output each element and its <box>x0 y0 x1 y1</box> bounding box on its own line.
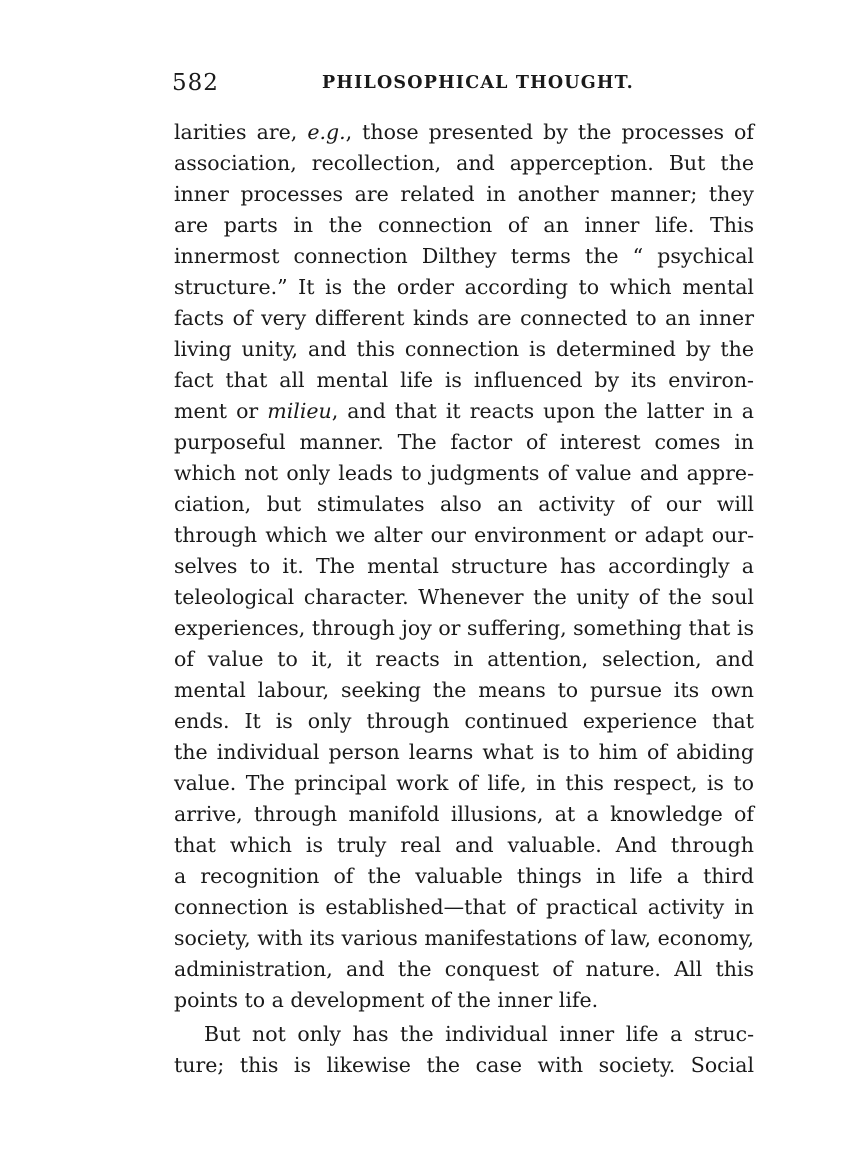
text-line: a recognition of the valuable things in life a third <box>174 864 754 888</box>
text-line: are parts in the connection of an inner life. This <box>174 213 754 237</box>
text-line: purposeful manner. The factor of interest comes in <box>174 430 754 454</box>
text-line: through which we alter our environment or adapt our- <box>174 523 754 547</box>
text-line: arrive, through manifold illusions, at a knowledge of <box>174 802 754 826</box>
text-line: connection is established—that of practical activity in <box>174 895 754 919</box>
italic-term: e.g. <box>307 120 346 144</box>
text-line: administration, and the conquest of nature. All this <box>174 957 754 981</box>
text-line: teleological character. Whenever the unity of the soul <box>174 585 754 609</box>
text-line: living unity, and this connection is determined by the <box>174 337 754 361</box>
text-line: fact that all mental life is influenced by its environ- <box>174 368 754 392</box>
text-line: ends. It is only through continued experience that <box>174 709 754 733</box>
text-line: that which is truly real and valuable. And through <box>174 833 754 857</box>
paragraph-1 <box>174 117 754 1016</box>
text-line: But not only has the individual inner life a struc- <box>204 1022 754 1046</box>
text-line: ment or milieu, and that it reacts upon the latter in a <box>174 399 754 423</box>
text-line: of value to it, it reacts in attention, selection, and <box>174 647 754 671</box>
text-line: experiences, through joy or suffering, something that is <box>174 616 754 640</box>
text-line: mental labour, seeking the means to pursue its own <box>174 678 754 702</box>
text-line: innermost connection Dilthey terms the “ psychical <box>174 244 754 268</box>
running-title: PHILOSOPHICAL THOUGHT. <box>322 73 634 93</box>
text-line: points to a development of the inner life. <box>174 988 599 1012</box>
paragraph-2 <box>174 1019 754 1081</box>
text-line: value. The principal work of life, in this respect, is to <box>174 771 754 795</box>
text-line: ture; this is likewise the case with society. Social <box>174 1053 754 1077</box>
text-line: selves to it. The mental structure has accordingly a <box>174 554 754 578</box>
text-line: which not only leads to judgments of value and appre- <box>174 461 754 485</box>
text-line: the individual person learns what is to him of abiding <box>174 740 754 764</box>
text-line: association, recollection, and apperception. But the <box>174 151 754 175</box>
text-line: larities are, e.g., those presented by the processes of <box>174 120 754 144</box>
running-head <box>172 70 752 100</box>
text-line: ciation, but stimulates also an activity of our will <box>174 492 754 516</box>
italic-term: milieu <box>267 399 332 423</box>
text-line: society, with its various manifestations of law, economy, <box>174 926 754 950</box>
text-line: inner processes are related in another manner; they <box>174 182 754 206</box>
body-text <box>174 117 754 1081</box>
text-line: facts of very different kinds are connected to an inner <box>174 306 754 330</box>
text-line: structure.” It is the order according to which mental <box>174 275 754 299</box>
page-number: 582 <box>172 70 219 96</box>
